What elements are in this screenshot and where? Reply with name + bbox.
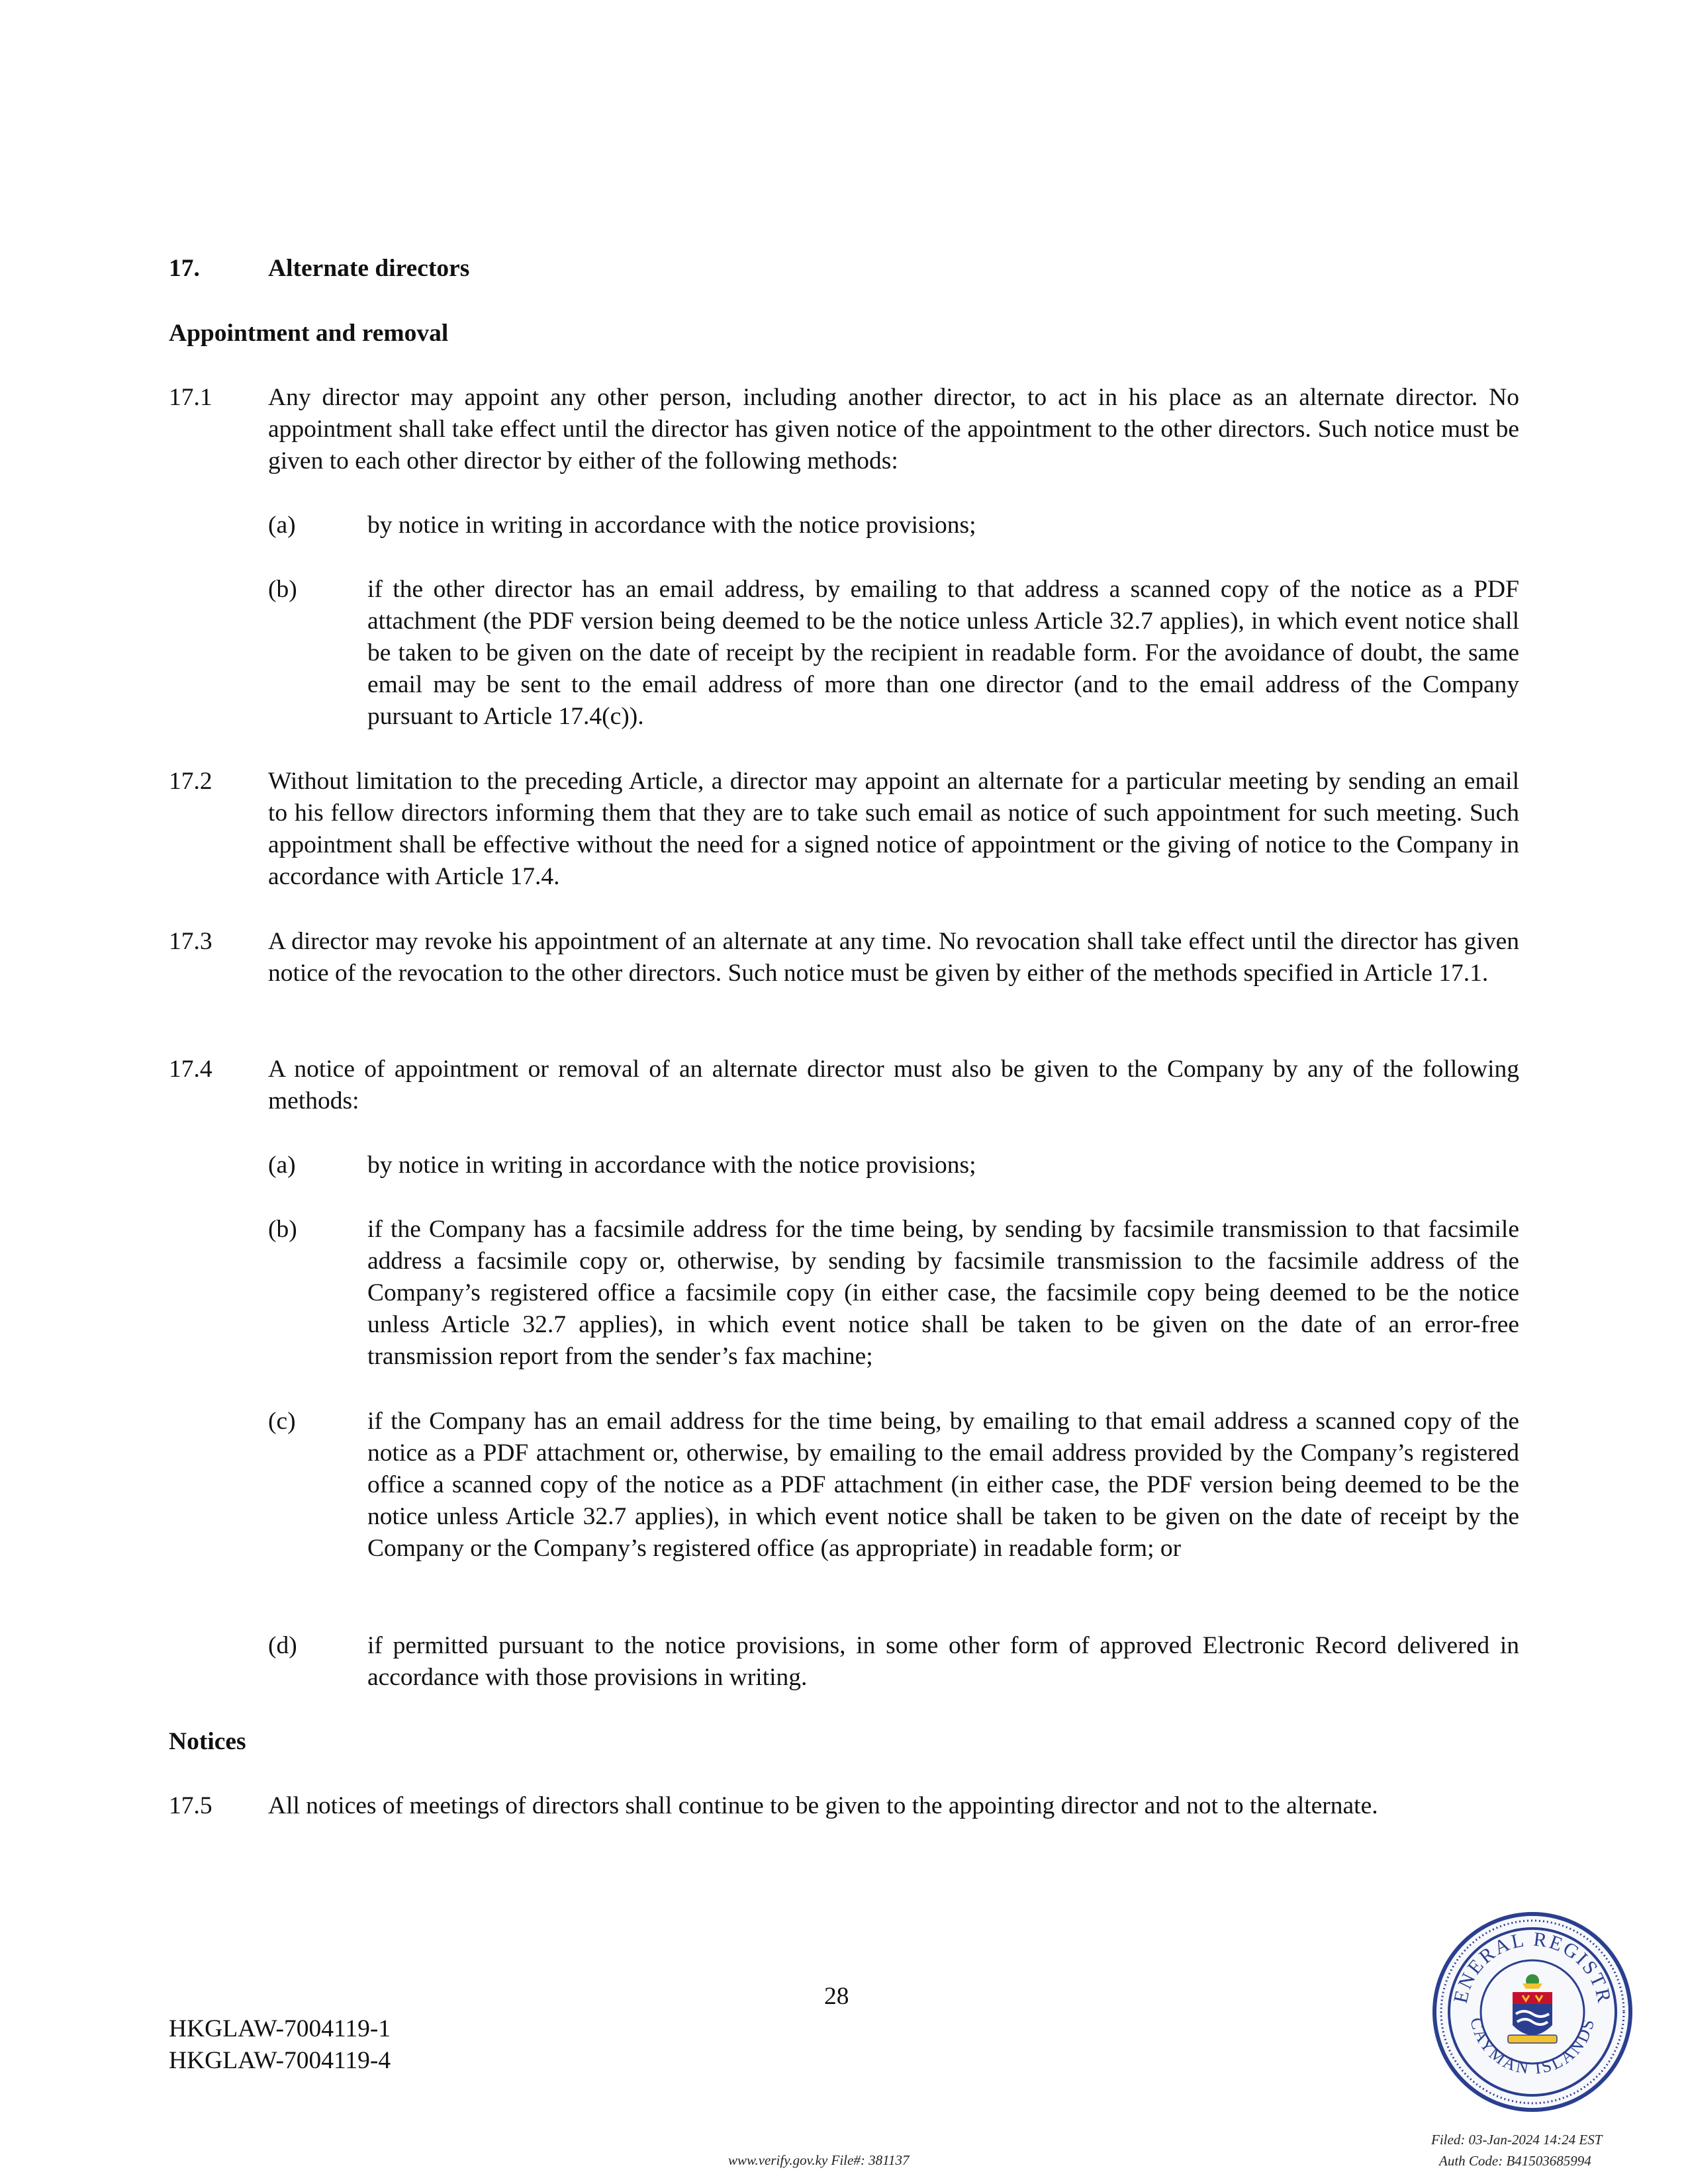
filed-line: Filed: 03-Jan-2024 14:24 EST xyxy=(1431,2132,1603,2148)
item-text-17-4-b: if the Company has a facsimile address for the time being, by sending by facsimile transmission to that facsimile address a facsimile copy or, otherwise, by sending by facsimile transmission to the facsimile address of the Company’s registered office a facsimile copy (in either case, the facsimile copy being deemed to be the notice unless Article 32.7 applies), in which event notice shall be taken to be given on the date of an error-free transmission report from the sender’s fax machine; xyxy=(367,1216,1519,1370)
doc-ref-2: HKGLAW-7004119-4 xyxy=(169,2047,391,2074)
item-text-17-1-b: if the other director has an email address, by emailing to that address a scanned copy of the notice as a PDF attachment (the PDF version being deemed to be the notice unless Article 32.7 applies), in which event notice shall be taken to be given on the date of receipt by the recipient in readable form. For the avoidance of doubt, the same email may be sent to the email address of more than one director (and to the email address of the Company pursuant to Article 17.4(c)). xyxy=(367,576,1519,730)
seal-bottom-text: CAYMAN ISLANDS xyxy=(1466,2015,1599,2078)
clause-text-17-1: Any director may appoint any other person, including another director, to act in his place as an alternate director. No appointment shall take effect until the director has given notice of the appointment to the other directors. Such notice must be given to each other director by either of the following methods: xyxy=(268,384,1519,475)
item-label-17-1-b: (b) xyxy=(268,576,297,603)
clause-number-17-3: 17.3 xyxy=(169,928,212,955)
clause-text-17-2: Without limitation to the preceding Article, a director may appoint an alternate for a particular meeting by sending an email to his fellow directors informing them that they are to take such email as notice of such appointment for such meeting. Such appointment shall be effective without the need for a signed notice of appointment or the giving of notice to the Company in accordance with Article 17.4. xyxy=(268,768,1519,890)
verify-line: www.verify.gov.ky File#: 381137 xyxy=(728,2152,910,2168)
auth-line: Auth Code: B41503685994 xyxy=(1439,2153,1591,2169)
subheading-notices: Notices xyxy=(169,1728,246,1755)
page-number: 28 xyxy=(824,1983,849,2010)
item-text-17-1-a: by notice in writing in accordance with the notice provisions; xyxy=(367,512,976,539)
clause-number-17-1: 17.1 xyxy=(169,384,212,411)
clause-number-17-5: 17.5 xyxy=(169,1792,212,1819)
clause-text-17-4: A notice of appointment or removal of an alternate director must also be given to the Company by any of the following methods: xyxy=(268,1056,1519,1115)
item-label-17-4-a: (a) xyxy=(268,1152,296,1179)
section-title: Alternate directors xyxy=(268,255,470,282)
item-label-17-1-a: (a) xyxy=(268,512,296,539)
item-label-17-4-b: (b) xyxy=(268,1216,297,1243)
section-number: 17. xyxy=(169,255,200,282)
doc-ref-1: HKGLAW-7004119-1 xyxy=(169,2015,391,2042)
item-label-17-4-c: (c) xyxy=(268,1408,296,1435)
registry-seal xyxy=(1430,1909,1635,2115)
clause-number-17-4: 17.4 xyxy=(169,1056,212,1083)
clause-text-17-5: All notices of meetings of directors shall continue to be given to the appointing director and not to the alternate. xyxy=(268,1792,1378,1819)
item-text-17-4-c: if the Company has an email address for the time being, by emailing to that email address a scanned copy of the notice as a PDF attachment or, otherwise, by emailing to the email address provided by the Company’s registered office a scanned copy of the notice as a PDF attachment (in either case, the PDF version being deemed to be the notice unless Article 32.7 applies), in which event notice shall be taken to be given on the date of receipt by the Company or the Company’s registered office (as appropriate) in readable form; or xyxy=(367,1408,1519,1562)
seal-top-text: ENERAL REGISTR xyxy=(1449,1928,1616,2005)
clause-number-17-2: 17.2 xyxy=(169,768,212,795)
item-text-17-4-a: by notice in writing in accordance with the notice provisions; xyxy=(367,1152,976,1179)
item-label-17-4-d: (d) xyxy=(268,1632,297,1659)
item-text-17-4-d: if permitted pursuant to the notice provisions, in some other form of approved Electronic Record delivered in accordance with those provisions in writing. xyxy=(367,1632,1519,1691)
clause-text-17-3: A director may revoke his appointment of an alternate at any time. No revocation shall take effect until the director has given notice of the revocation to the other directors. Such notice must be given by either of the methods specified in Article 17.1. xyxy=(268,928,1519,987)
subheading-appointment: Appointment and removal xyxy=(169,320,449,347)
